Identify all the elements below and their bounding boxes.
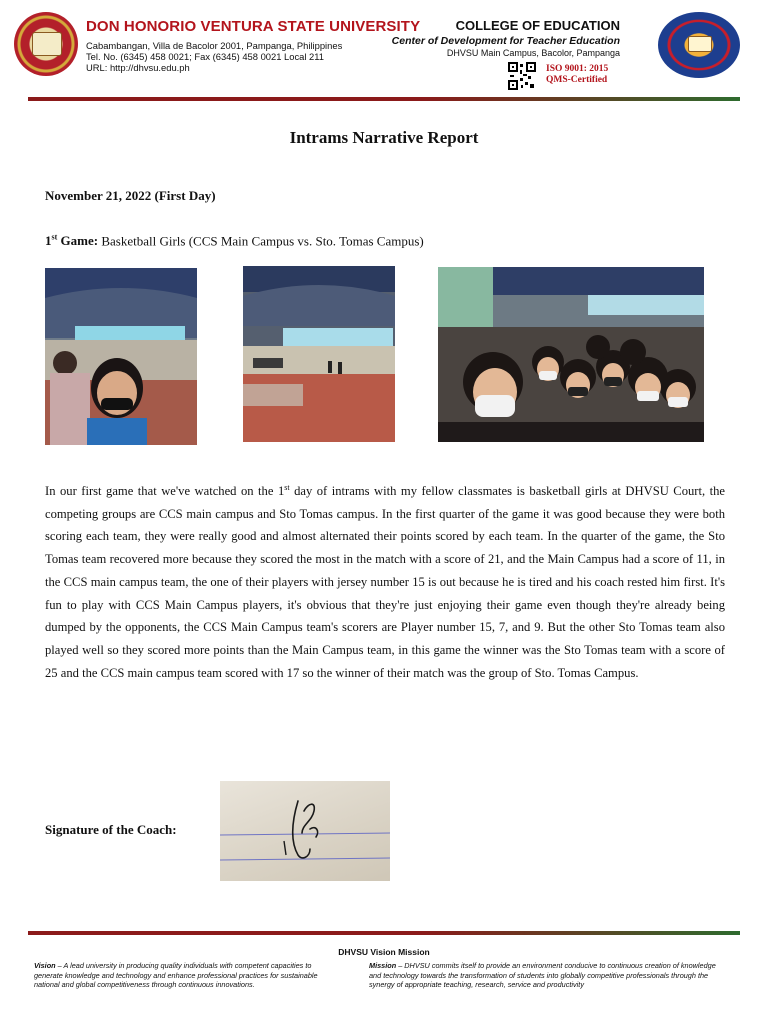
iso-qms: QMS-Certified	[546, 75, 608, 85]
mission-label: Mission	[369, 961, 397, 970]
footer-divider	[28, 931, 740, 935]
narrative-paragraph	[45, 480, 725, 684]
vision-label: Vision	[34, 961, 56, 970]
address-line: Cabambangan, Villa de Bacolor 2001, Pampanga, Philippines	[86, 40, 343, 51]
seal-emblem	[32, 32, 62, 56]
college-name: COLLEGE OF EDUCATION	[455, 18, 620, 33]
game-heading	[45, 233, 424, 249]
campus-name: DHVSU Main Campus, Bacolor, Pampanga	[446, 48, 620, 58]
game-description: Basketball Girls (CCS Main Campus vs. Sto. Tomas Campus)	[98, 233, 424, 249]
book-icon	[688, 36, 712, 52]
url-line: URL: http://dhvsu.edu.ph	[86, 62, 190, 73]
university-name: DON HONORIO VENTURA STATE UNIVERSITY	[86, 18, 421, 35]
photo-basketball-court	[243, 266, 395, 442]
game-number: 1	[45, 233, 52, 249]
university-seal-logo	[14, 12, 78, 76]
university-address	[86, 40, 342, 73]
center-name: Center of Development for Teacher Education	[391, 35, 620, 47]
vision-mission-title: DHVSU Vision Mission	[338, 947, 430, 957]
signature-label: Signature of the Coach:	[45, 822, 177, 837]
game-label: Game:	[57, 233, 99, 249]
photo-selfie-court	[45, 268, 197, 445]
mission-text: – DHVSU commits itself to provide an environment conducive to continuous creation of knowledge and technology towards the transformation of students into globally competitive professionals through the synergy of appropriate teaching, research, service and productivity	[369, 961, 716, 990]
paragraph-rest: day of intrams with my fellow classmates is basketball girls at DHVSU Court, the competing groups are CCS main campus and Sto Tomas campus. In the first quarter of the game it was good because they were both scoring each team, they were really good and almost alternated their points scored by each team. In the quarter of the game, the Sto Tomas team recovered more because they scored the most in the match with a score of 21, and the Main Campus had a score of 11, in the CCS main campus team, the one of their players with jersey number 15 is out because he is tired and his coach rested him first. It's fun to play with CCS Main Campus players, it's obvious that they're just enjoying their game even though they're already being dumped by the opponents, the CCS Main Campus team's scorers are Player number 15, 7, and 9. But the other Sto Tomas team also played well so they scored more points than the Main Campus team, in this game the winner was the Sto Tomas team with a score of 25 and the CCS main campus team scored with 17 so the winner of their match was the group of Sto. Tomas Campus.	[45, 484, 726, 680]
college-of-education-seal-logo	[658, 12, 740, 78]
qr-code-icon	[508, 62, 536, 90]
phone-line: Tel. No. (6345) 458 0021; Fax (6345) 458 0021 Local 211	[86, 51, 325, 62]
vision-text: – A lead university in producing quality individuals with competent capacities to generate knowledge and technology and enhance professional practices for sustainable national and global competitiveness through continuous innovations.	[34, 961, 318, 990]
report-title: Intrams Narrative Report	[289, 128, 479, 147]
report-date: November 21, 2022 (First Day)	[45, 188, 216, 203]
mission-statement	[369, 961, 729, 990]
paragraph-ordinal: st	[284, 482, 290, 492]
paragraph-start: In our first game that we've watched on the 1	[45, 484, 285, 498]
header-divider	[28, 97, 740, 101]
iso-certification	[546, 64, 608, 86]
vision-statement	[34, 961, 324, 990]
game-number-suffix: st	[51, 233, 58, 242]
coach-signature-image	[220, 781, 390, 881]
iso-standard: ISO 9001: 2015	[546, 64, 609, 74]
photo-group-selfie	[438, 267, 704, 442]
